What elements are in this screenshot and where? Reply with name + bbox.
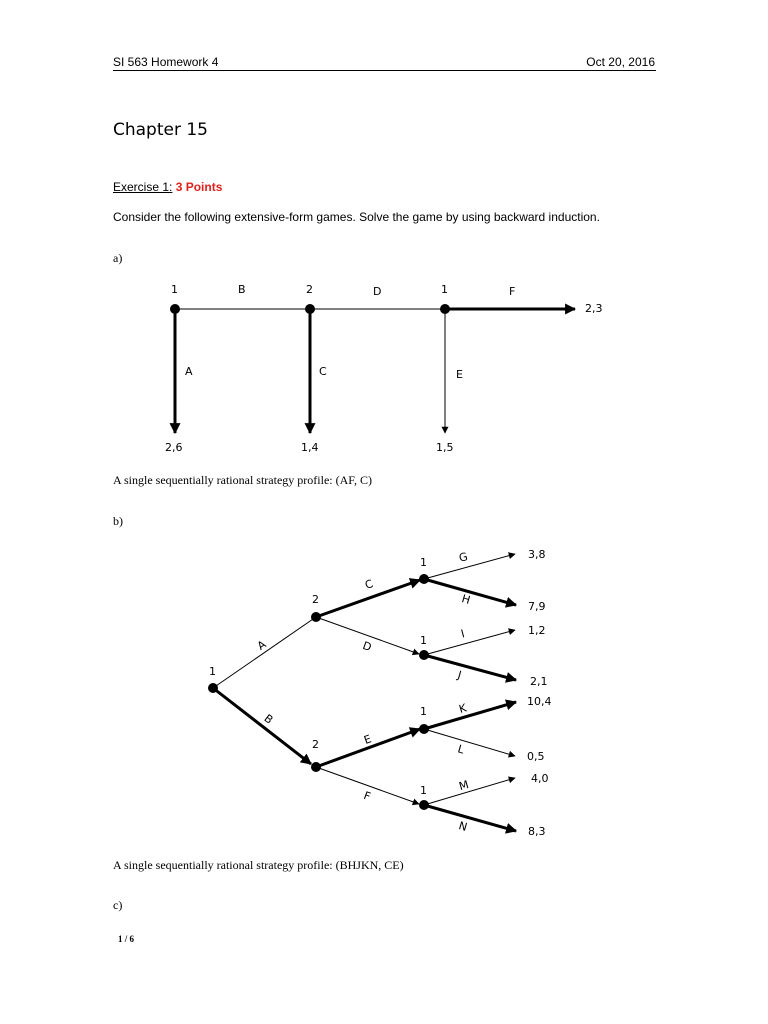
- node-a2: [305, 304, 315, 314]
- action-label: C: [319, 365, 327, 378]
- node-label: 1: [441, 283, 448, 296]
- payoff-label: 3,8: [528, 548, 546, 561]
- edge-J: [424, 655, 516, 680]
- action-label: C: [363, 577, 375, 592]
- action-label: B: [261, 711, 276, 727]
- node-root: [208, 683, 218, 693]
- node-a3: [440, 304, 450, 314]
- node-label: 2: [306, 283, 313, 296]
- part-b-answer: A single sequentially rational strategy profile: (BHJKN, CE): [113, 858, 404, 872]
- action-label: F: [509, 285, 516, 298]
- action-label: A: [254, 637, 269, 653]
- action-label: D: [360, 638, 374, 655]
- payoff-label: 1,2: [528, 624, 546, 637]
- node-label: 1: [420, 556, 427, 569]
- payoff-label: 2,3: [585, 302, 603, 315]
- action-label: M: [457, 777, 471, 794]
- instruction-text: Consider the following extensive-form games. Solve the game by using backward induction.: [113, 210, 600, 224]
- action-label: K: [457, 701, 469, 716]
- action-label: I: [459, 627, 467, 641]
- action-label: J: [456, 668, 463, 682]
- game-tree-b: [0, 540, 768, 850]
- edge-G: [424, 554, 515, 579]
- exercise-heading: [113, 180, 222, 194]
- action-label: D: [373, 285, 382, 298]
- edge-H: [424, 579, 516, 605]
- payoff-label: 1,4: [301, 441, 319, 454]
- action-label: N: [457, 819, 469, 834]
- page-number: 1 / 6: [118, 934, 135, 944]
- exercise-points: 3 Points: [175, 180, 223, 194]
- node-p1-f: [419, 800, 429, 810]
- node-label: 2: [312, 738, 319, 751]
- payoff-label: 8,3: [528, 825, 546, 838]
- part-a-answer: A single sequentially rational strategy profile: (AF, C): [113, 473, 372, 487]
- action-label: G: [457, 550, 470, 565]
- node-p2-lower: [311, 762, 321, 772]
- edge-B: [213, 688, 311, 764]
- payoff-label: 2,6: [165, 441, 183, 454]
- edge-M: [424, 778, 515, 805]
- edge-N: [424, 805, 516, 831]
- action-label: A: [185, 365, 193, 378]
- game-tree-a: [0, 270, 768, 460]
- part-c-label: c): [113, 898, 123, 912]
- part-a-label: a): [113, 251, 123, 265]
- edge-A: [213, 617, 316, 688]
- node-label: 1: [420, 705, 427, 718]
- payoff-label: 2,1: [530, 675, 548, 688]
- node-label: 1: [420, 634, 427, 647]
- action-label: L: [456, 742, 466, 757]
- node-label: 1: [209, 665, 216, 678]
- header-divider: [113, 70, 656, 71]
- node-p1-c: [419, 574, 429, 584]
- node-label: 1: [420, 784, 427, 797]
- action-label: F: [361, 788, 373, 804]
- payoff-label: 10,4: [527, 695, 552, 708]
- header-title: SI 563 Homework 4: [113, 55, 219, 69]
- edge-L: [424, 729, 515, 756]
- edge-K: [424, 702, 516, 729]
- node-a1: [170, 304, 180, 314]
- part-b-label: b): [113, 514, 123, 528]
- payoff-label: 1,5: [436, 441, 454, 454]
- edge-I: [424, 630, 515, 655]
- payoff-label: 4,0: [531, 772, 549, 785]
- action-label: E: [362, 732, 374, 747]
- node-p1-d: [419, 650, 429, 660]
- payoff-label: 0,5: [527, 750, 545, 763]
- chapter-title: Chapter 15: [113, 120, 209, 140]
- node-p1-e: [419, 724, 429, 734]
- exercise-label: Exercise 1:: [113, 180, 173, 194]
- node-label: 2: [312, 593, 319, 606]
- payoff-label: 7,9: [528, 600, 546, 613]
- action-label: E: [456, 368, 463, 381]
- node-p2-upper: [311, 612, 321, 622]
- action-label: H: [460, 592, 472, 607]
- node-label: 1: [171, 283, 178, 296]
- action-label: B: [238, 283, 246, 296]
- header-date: Oct 20, 2016: [586, 55, 655, 69]
